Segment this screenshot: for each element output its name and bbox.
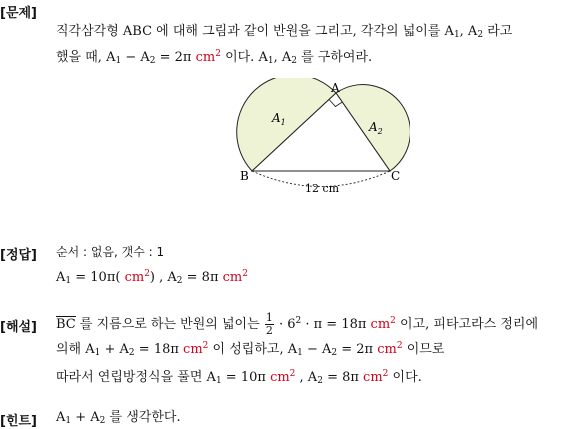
unit: cm [363,370,383,385]
problem-line-2 [56,50,372,66]
unit: cm [195,50,216,65]
subscript: 2 [99,416,106,426]
subscript: 2 [149,56,156,66]
solution-text: = 10π [221,370,271,385]
area-a1-letter: A [272,111,281,125]
unit: cm [222,270,243,285]
problem-text: 를 구하여라. [296,50,373,65]
segment-bc: BC [56,317,76,332]
solution-text: 의해 A [56,342,95,357]
answer-text: ) , A [149,270,177,285]
fraction-one-half [265,312,274,337]
subscript: 1 [65,276,72,286]
unit-exponent: 2 [242,269,248,279]
area-a1-subscript: 1 [280,118,286,127]
subscript: 2 [317,376,323,386]
unit-exponent: 2 [396,341,403,351]
solution-text: 를 지름으로 하는 반원의 넓이는 [75,317,264,332]
subscript: 1 [297,348,303,358]
solution-line-2 [56,342,444,358]
solution-text: 이고, 피타고라스 정리에 [395,317,539,332]
problem-tag: [문제] [0,6,37,21]
solution-line-3 [56,370,422,386]
area-a2-subscript: 2 [377,127,383,136]
subscript: 1 [215,376,222,386]
solution-text: 이므로 [402,342,445,357]
unit-exponent: 2 [215,49,221,59]
solution-text: · π = 18π [301,317,371,332]
solution-text: = 18π [134,342,184,357]
unit: cm [270,370,290,385]
exponent: 2 [295,316,302,326]
solution-text: + A [100,342,129,357]
subscript: 1 [94,348,101,358]
problem-text: 했을 때, A [56,50,116,65]
problem-text: , A [459,24,478,39]
fraction-numerator: 1 [265,311,273,324]
answer-text: A [56,270,66,285]
solution-text: = 2π [337,342,378,357]
subscript: 1 [453,30,460,40]
solution-line-1 [56,312,538,337]
solution-text: · 6 [274,317,296,332]
answer-text: = 10π( [71,270,125,285]
subscript: 1 [65,416,72,426]
solution-tag: [해설] [0,320,37,335]
unit: cm [377,342,397,357]
solution-text: 이 성립하고, A [208,342,298,357]
hint-text: + A [71,410,100,425]
semicircle-triangle-figure [230,78,410,196]
subscript: 2 [176,276,183,286]
unit: cm [124,270,145,285]
hint-tag: [힌트] [0,414,37,429]
answer-tag: [정답] [0,248,37,263]
vertex-b-label: B [240,169,249,183]
bc-length-label: 12 cm [305,182,340,195]
hint-text: A [56,410,66,425]
subscript: 2 [331,348,338,358]
problem-text: , A [273,50,292,65]
vertex-c-label: C [391,169,401,183]
subscript: 2 [128,348,135,358]
answer-text: = 8π [182,270,223,285]
solution-text: , A [295,370,318,385]
subscript: 1 [115,56,122,66]
problem-line-1 [56,24,512,40]
hint-text: 를 생각한다. [105,410,181,425]
area-a2-letter: A [369,120,378,134]
subscript: 2 [291,56,297,66]
fraction-denominator: 2 [265,324,273,337]
solution-text: 따라서 연립방정식을 풀면 A [56,370,216,385]
solution-text: = 8π [322,370,364,385]
answer-line-1: 순서 : 없음, 갯수 : 1 [56,245,165,259]
solution-text: − A [302,342,332,357]
vertex-a-label: A [331,81,340,95]
hint-line [56,410,181,426]
unit-exponent: 2 [289,369,296,379]
unit-exponent: 2 [202,341,209,351]
answer-line-2 [56,270,248,286]
unit-exponent: 2 [382,369,389,379]
subscript: 1 [267,56,274,66]
problem-text: 직각삼각형 ABC 에 대해 그림과 같이 반원을 그리고, 각각의 넓이를 A [56,24,454,39]
unit: cm [370,317,391,332]
subscript: 2 [477,30,484,40]
problem-text: − A [121,50,150,65]
unit: cm [183,342,203,357]
problem-text: 이다. A [220,50,268,65]
unit-exponent: 2 [144,269,150,279]
solution-text: 이다. [388,370,422,385]
problem-text: 라고 [483,24,513,39]
problem-text: = 2π [155,50,196,65]
unit-exponent: 2 [390,316,396,326]
